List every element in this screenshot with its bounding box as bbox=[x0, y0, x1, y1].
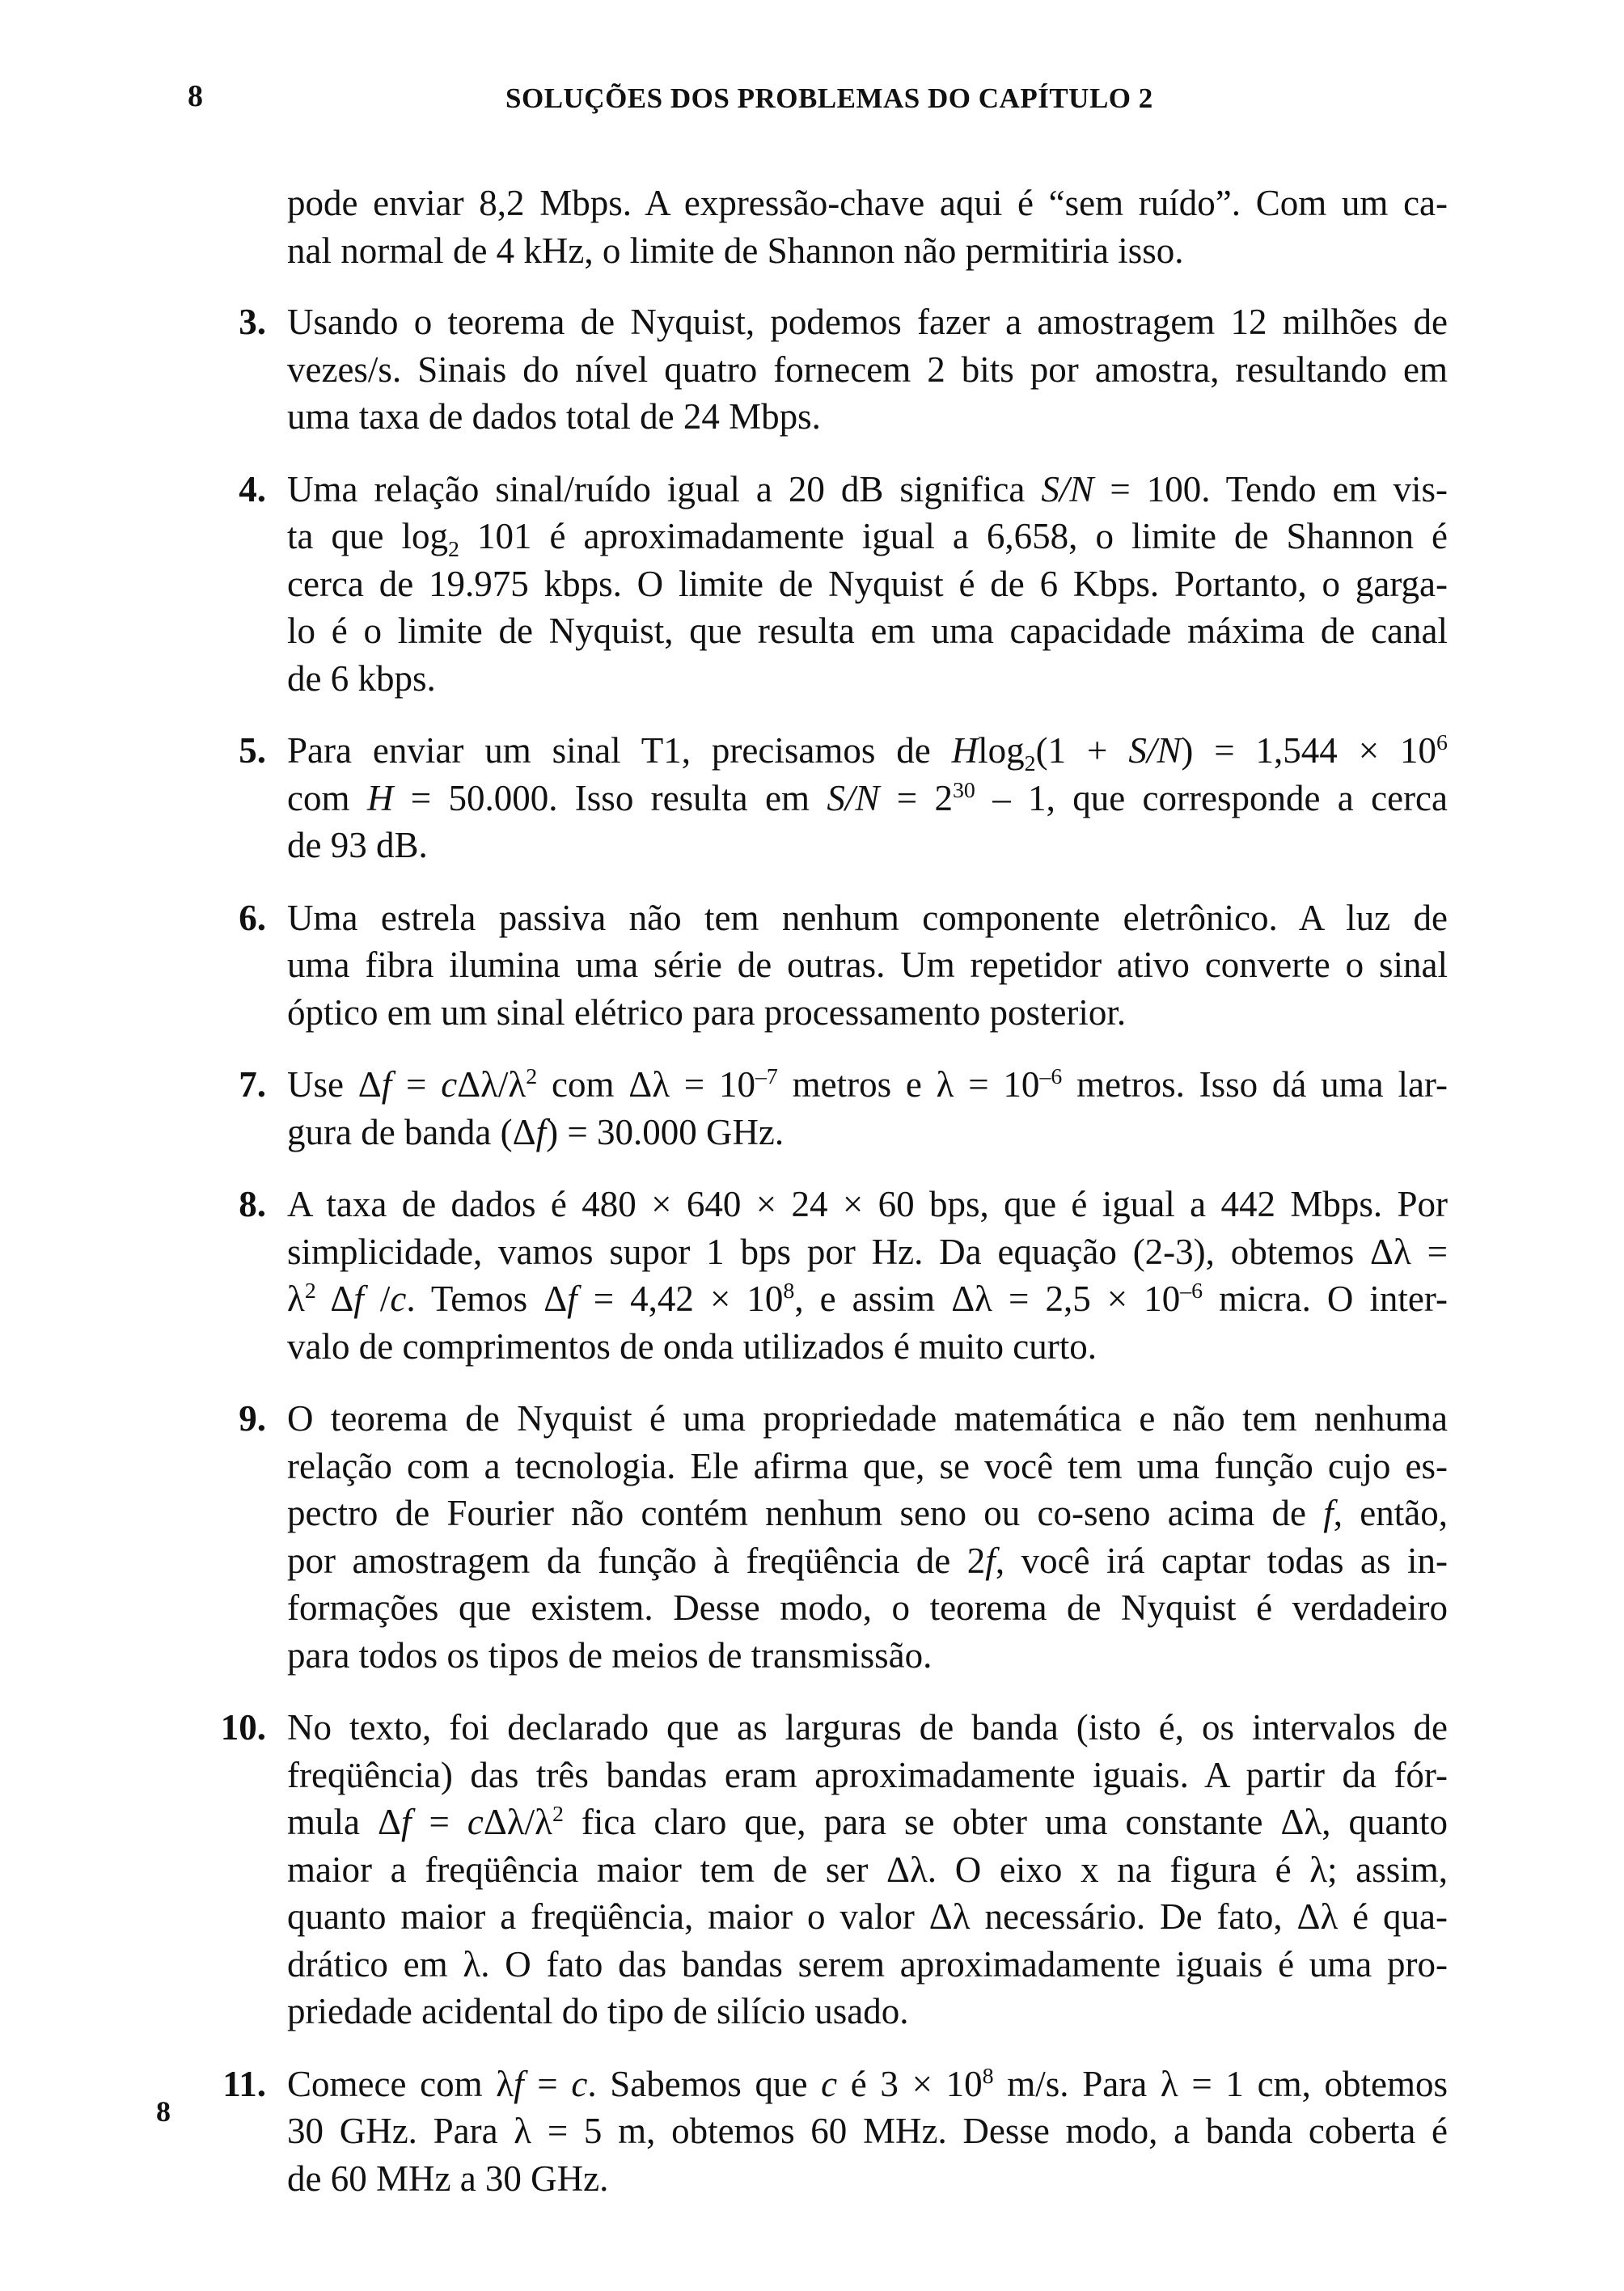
math-variable: c bbox=[571, 2063, 588, 2104]
text-fragment: com bbox=[287, 777, 367, 818]
text-fragment: metros. Isso dá uma lar- bbox=[1062, 1064, 1448, 1105]
text-line: de 6 kbps. bbox=[287, 657, 436, 699]
text-fragment: = 50.000. Isso resulta em bbox=[393, 777, 827, 818]
text-fragment: Comece com λ bbox=[287, 2063, 514, 2104]
text-line bbox=[287, 1490, 1448, 1537]
text-fragment: Use Δ bbox=[287, 1064, 382, 1105]
text-line: para todos os tipos de meios de transmissão. bbox=[287, 1634, 933, 1676]
superscript: 6 bbox=[1436, 730, 1448, 755]
text-fragment: Δ bbox=[315, 1279, 354, 1319]
text-line: valo de comprimentos de onda utilizados é muito curto. bbox=[287, 1325, 1097, 1367]
superscript: –6 bbox=[1180, 1279, 1203, 1304]
text-fragment: – 1, que corresponde a cerca bbox=[975, 777, 1448, 818]
text-fragment: / bbox=[363, 1279, 391, 1319]
text-fragment: 101 é aproximadamente igual a 6,658, o limite de Shannon é bbox=[459, 516, 1448, 556]
math-variable: c bbox=[467, 1802, 484, 1842]
text-line: de 60 MHz a 30 GHz. bbox=[287, 2158, 609, 2199]
page-number-header: 8 bbox=[188, 79, 203, 113]
text-fragment: λ bbox=[287, 1279, 305, 1319]
text-fragment: Δλ/λ bbox=[457, 1064, 527, 1105]
text-line bbox=[287, 1799, 1448, 1846]
text-line bbox=[287, 2061, 1448, 2108]
text-line: quanto maior a freqüência, maior o valor Δλ necessário. De fato, Δλ é qua- bbox=[287, 1896, 1448, 1937]
solution-item-5 bbox=[239, 727, 1448, 869]
text-fragment: gura de banda (Δ bbox=[287, 1111, 536, 1152]
text-fragment: micra. O inter- bbox=[1203, 1279, 1448, 1319]
math-variable: S/N bbox=[827, 777, 880, 818]
superscript: 8 bbox=[982, 2063, 994, 2089]
item-number: 7. bbox=[239, 1064, 266, 1105]
item-body bbox=[287, 466, 1448, 703]
text-line: 30 GHz. Para λ = 5 m, obtemos 60 MHz. Desse modo, a banda coberta é bbox=[287, 2111, 1448, 2151]
solution-item-10 bbox=[220, 1704, 1448, 2035]
item-number: 11. bbox=[222, 2063, 266, 2104]
text-line: drático em λ. O fato das bandas serem aproximadamente iguais é uma pro- bbox=[287, 1943, 1448, 1985]
math-variable: c bbox=[821, 2063, 838, 2104]
text-line: No texto, foi declarado que as larguras de banda (isto é, os intervalos de bbox=[287, 1707, 1448, 1748]
text-fragment: = 100. Tendo em vis- bbox=[1093, 468, 1448, 509]
page-number-footer: 8 bbox=[156, 2095, 171, 2128]
math-variable: f bbox=[1323, 1493, 1334, 1533]
text-fragment: , e assim Δλ = 2,5 × 10 bbox=[794, 1279, 1181, 1319]
text-fragment: fica claro que, para se obter uma constante Δλ, quanto bbox=[563, 1802, 1448, 1842]
math-variable: c bbox=[390, 1279, 407, 1319]
text-fragment: = bbox=[391, 1064, 442, 1105]
text-fragment: Δλ/λ bbox=[483, 1802, 552, 1842]
math-variable: f bbox=[400, 1802, 412, 1842]
text-fragment: ) = 1,544 × 10 bbox=[1181, 730, 1437, 771]
text-line: cerca de 19.975 kbps. O limite de Nyquist é de 6 Kbps. Portanto, o garga- bbox=[287, 563, 1448, 604]
item-number: 5. bbox=[239, 730, 266, 771]
text-fragment: m/s. Para λ = 1 cm, obtemos bbox=[993, 2063, 1448, 2104]
text-line bbox=[287, 775, 1448, 822]
text-fragment: . Temos Δ bbox=[406, 1279, 568, 1319]
superscript: 8 bbox=[783, 1279, 795, 1304]
text-line bbox=[287, 1061, 1448, 1109]
text-fragment: mula Δ bbox=[287, 1802, 401, 1842]
text-fragment: , você irá captar todas as in- bbox=[995, 1540, 1448, 1581]
text-line: lo é o limite de Nyquist, que resulta em uma capacidade máxima de canal bbox=[287, 611, 1448, 651]
superscript: 2 bbox=[526, 1064, 538, 1089]
math-variable: S/N bbox=[1041, 468, 1094, 509]
text-line bbox=[287, 727, 1448, 775]
solution-item-6 bbox=[239, 894, 1448, 1037]
text-fragment: = 4,42 × 10 bbox=[577, 1279, 784, 1319]
text-line bbox=[287, 513, 1448, 560]
text-fragment: com Δλ = 10 bbox=[537, 1064, 755, 1105]
text-line bbox=[287, 466, 1448, 514]
item-number: 9. bbox=[239, 1398, 266, 1439]
running-header-title: SOLUÇÕES DOS PROBLEMAS DO CAPÍTULO 2 bbox=[505, 82, 1153, 114]
text-line bbox=[287, 1537, 1448, 1585]
text-line: priedade acidental do tipo de silício usado. bbox=[287, 1991, 909, 2031]
item-number: 3. bbox=[239, 302, 266, 342]
item-body bbox=[287, 894, 1448, 1037]
item-number: 6. bbox=[239, 897, 266, 938]
text-line: freqüência) das três bandas eram aproximadamente iguais. A partir da fór- bbox=[287, 1754, 1448, 1795]
text-fragment: . Sabemos que bbox=[587, 2063, 822, 2104]
text-line: relação com a tecnologia. Ele afirma que, se você tem uma função cujo es- bbox=[287, 1445, 1448, 1486]
math-variable: c bbox=[441, 1064, 458, 1105]
item-body bbox=[287, 1181, 1448, 1370]
text-fragment: Uma relação sinal/ruído igual a 20 dB significa bbox=[287, 468, 1042, 509]
math-variable: f bbox=[535, 1111, 547, 1152]
item-number: 4. bbox=[239, 468, 266, 509]
text-fragment: é 3 × 10 bbox=[837, 2063, 983, 2104]
text-line: simplicidade, vamos supor 1 bps por Hz. Da equação (2-3), obtemos Δλ = bbox=[287, 1231, 1448, 1272]
subscript: 2 bbox=[448, 537, 459, 562]
text-line: óptico em um sinal elétrico para processamento posterior. bbox=[287, 991, 1127, 1033]
solution-item-7 bbox=[239, 1061, 1448, 1156]
text-fragment: , então, bbox=[1333, 1493, 1448, 1533]
text-fragment: = 2 bbox=[879, 777, 953, 818]
page-content bbox=[220, 180, 1448, 2227]
item-body bbox=[287, 1395, 1448, 1679]
solution-item-11 bbox=[222, 2061, 1448, 2203]
superscript: –6 bbox=[1039, 1064, 1063, 1089]
continuation-paragraph bbox=[287, 180, 1448, 274]
text-fragment: ) = 30.000 GHz. bbox=[546, 1111, 785, 1152]
text-line: maior a freqüência maior tem de ser Δλ. O eixo x na figura é λ; assim, bbox=[287, 1849, 1448, 1890]
text-line: pode enviar 8,2 Mbps. A expressão-chave aqui é “sem ruído”. Com um ca- bbox=[287, 183, 1448, 223]
subscript: 2 bbox=[1024, 751, 1036, 776]
math-variable: S/N bbox=[1128, 730, 1182, 771]
text-line bbox=[287, 1275, 1448, 1323]
text-line bbox=[287, 1109, 1448, 1156]
math-variable: H bbox=[951, 730, 979, 771]
superscript: 30 bbox=[952, 777, 975, 803]
item-body bbox=[287, 1061, 1448, 1156]
text-fragment: Para enviar um sinal T1, precisamos de bbox=[287, 730, 952, 771]
text-fragment: = bbox=[411, 1802, 467, 1842]
solution-item-3 bbox=[239, 298, 1448, 441]
math-variable: f bbox=[381, 1064, 392, 1105]
text-line: formações que existem. Desse modo, o teorema de Nyquist é verdadeiro bbox=[287, 1587, 1448, 1628]
math-variable: f bbox=[985, 1540, 996, 1581]
item-body bbox=[287, 727, 1448, 869]
text-fragment: metros e λ = 10 bbox=[777, 1064, 1040, 1105]
text-line: A taxa de dados é 480 × 640 × 24 × 60 bps, que é igual a 442 Mbps. Por bbox=[287, 1184, 1448, 1224]
solution-item-4 bbox=[239, 466, 1448, 703]
text-fragment: (1 + bbox=[1035, 730, 1129, 771]
superscript: –7 bbox=[755, 1064, 778, 1089]
superscript: 2 bbox=[552, 1802, 564, 1827]
text-fragment: ta que log bbox=[287, 516, 449, 556]
solution-item-8 bbox=[239, 1181, 1448, 1370]
text-line: Usando o teorema de Nyquist, podemos fazer a amostragem 12 milhões de bbox=[287, 302, 1448, 342]
text-line: Uma estrela passiva não tem nenhum componente eletrônico. A luz de bbox=[287, 897, 1448, 938]
item-number: 10. bbox=[220, 1707, 266, 1748]
item-body bbox=[287, 1704, 1448, 2035]
item-number: 8. bbox=[239, 1184, 266, 1224]
math-variable: H bbox=[366, 777, 394, 818]
text-line: uma taxa de dados total de 24 Mbps. bbox=[287, 396, 821, 437]
text-line: de 93 dB. bbox=[287, 825, 428, 865]
text-line: O teorema de Nyquist é uma propriedade matemática e não tem nenhuma bbox=[287, 1398, 1448, 1439]
solution-item-9 bbox=[239, 1395, 1448, 1679]
item-body bbox=[287, 2061, 1448, 2203]
text-line: nal normal de 4 kHz, o limite de Shannon não permitiria isso. bbox=[287, 230, 1184, 271]
math-variable: f bbox=[514, 2063, 524, 2104]
text-line: vezes/s. Sinais do nível quatro fornecem 2 bits por amostra, resultando em bbox=[287, 349, 1448, 390]
text-fragment: por amostragem da função à freqüência de 2 bbox=[287, 1540, 986, 1581]
math-variable: f bbox=[353, 1279, 364, 1319]
text-line: uma fibra ilumina uma série de outras. Um repetidor ativo converte o sinal bbox=[287, 945, 1448, 985]
superscript: 2 bbox=[304, 1279, 316, 1304]
text-fragment: = bbox=[523, 2063, 572, 2104]
item-body bbox=[287, 298, 1448, 441]
text-fragment: pectro de Fourier não contém nenhum seno ou co-seno acima de bbox=[287, 1493, 1324, 1533]
math-variable: f bbox=[567, 1279, 577, 1319]
text-fragment: log bbox=[978, 730, 1025, 771]
